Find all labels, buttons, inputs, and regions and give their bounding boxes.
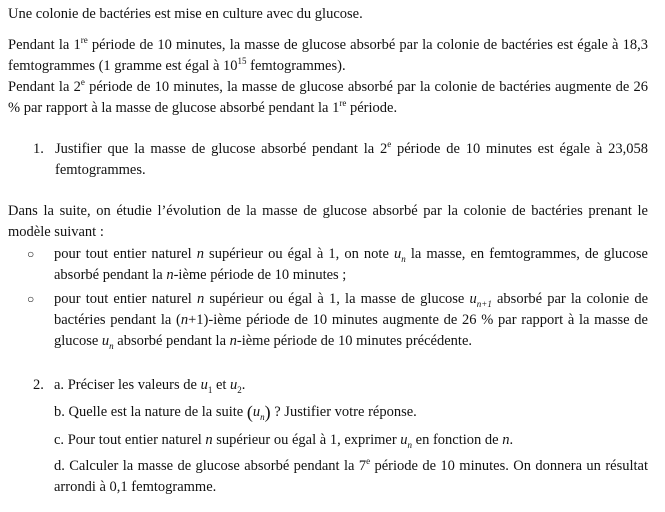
paragraph-second-period: Pendant la 2e période de 10 minutes, la masse de glucose absorbé par la colonie de bactéries augmente de 26 % par rapport à la masse de glucose absorbé pendant la 1re période. (8, 77, 649, 116)
paragraph-first-period: Pendant la 1re période de 10 minutes, la masse de glucose absorbé par la colonie de bactéries est égale à 18,3 femtogrammes (1 gramme est égal à $10^{15}$ femtogrammes). (8, 35, 648, 74)
question-2-number: 2. (33, 377, 44, 393)
model-intro: Dans la suite, on étudie l’évolution de la masse de glucose absorbé par la colonie de bactéries prenant le modèle suivant : (8, 203, 648, 240)
question-2b: b. Quelle est la nature de la suite $(u_n)$ ? Justifier votre réponse. (54, 402, 417, 422)
bullet-2-icon: ○ (27, 292, 35, 306)
intro-sentence: Une colonie de bactéries est mise en culture avec du glucose. (8, 6, 363, 22)
bullet-2-text: pour tout entier naturel n supérieur ou égal à 1, la masse de glucose $u_{n+1}$ absorbé par la colonie de bactéries pendant la (n+1)-ième période de 10 minutes augmente de 26 % par rapport à la masse de glucose $u_n$ absorbé pendant la n-ième période de 10 minutes précédente. (54, 291, 649, 351)
bullet-1-icon: ○ (27, 247, 35, 261)
question-2c: c. Pour tout entier naturel n supérieur ou égal à 1, exprimer $u_n$ en fonction de n. (54, 432, 514, 450)
question-2d: d. Calculer la masse de glucose absorbé pendant la 7e période de 10 minutes. On donnera un résultat arrondi à 0,1 femtogramme. (54, 456, 648, 495)
question-1-text: Justifier que la masse de glucose absorbé pendant la 2e période de 10 minutes est égale à 23,058 femtogrammes. (55, 139, 648, 178)
question-2a: a. Préciser les valeurs de $u_1$ et $u_2$. (54, 377, 246, 395)
bullet-1-text: pour tout entier naturel n supérieur ou égal à 1, on note $u_n$ la masse, en femtogrammes, de glucose absorbé pendant la n-ième période de 10 minutes ; (54, 246, 648, 283)
question-1-number: 1. (33, 141, 44, 157)
